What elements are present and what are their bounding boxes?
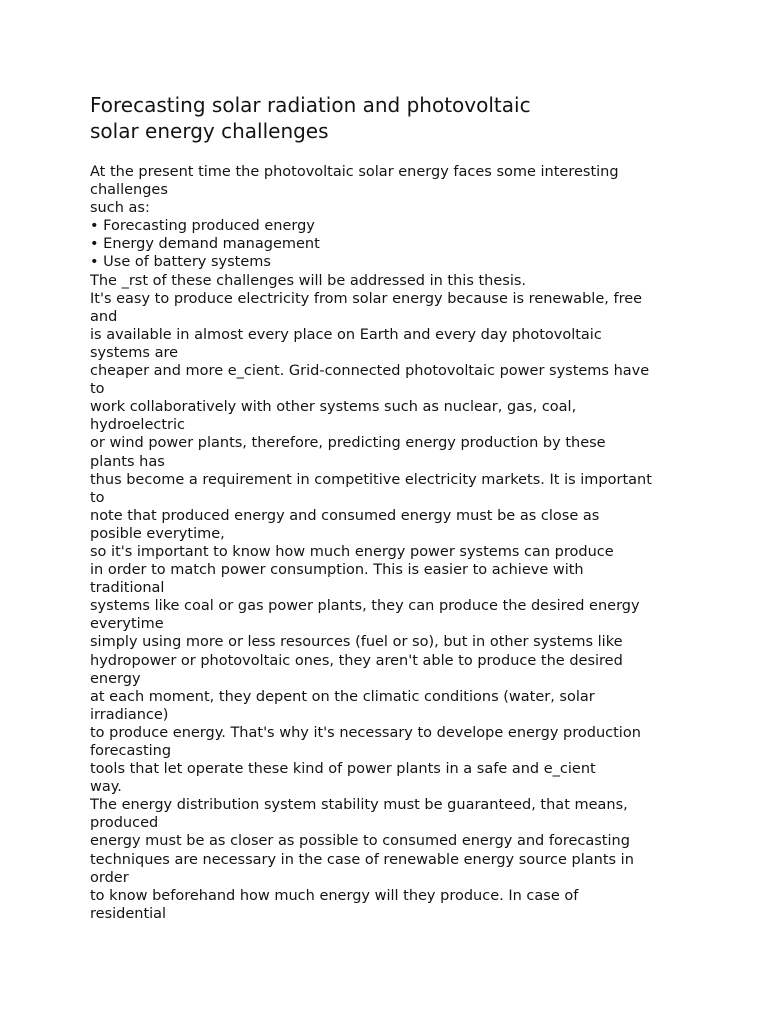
body-line: At the present time the photovoltaic solar energy faces some interesting xyxy=(90,164,619,180)
body-line: cheaper and more e_cient. Grid-connected photovoltaic power systems have xyxy=(90,363,650,380)
body-line: to xyxy=(90,381,105,398)
body-line: thus become a requirement in competitive electricity markets. It is important xyxy=(90,471,652,488)
document-page xyxy=(90,92,690,923)
body-line: hydropower or photovoltaic ones, they aren't able to produce the desired xyxy=(90,652,623,669)
body-line: systems are xyxy=(90,344,179,361)
body-line: challenges xyxy=(90,182,168,199)
body-line: so it's important to know how much energy power systems can produce xyxy=(90,543,614,560)
body-line: systems like coal or gas power plants, they can produce the desired energy xyxy=(90,598,640,615)
body-line: order xyxy=(90,869,129,886)
body-line: It's easy to produce electricity from solar energy because is renewable, free xyxy=(90,290,643,307)
body-line: to know beforehand how much energy will they produce. In case of xyxy=(90,887,579,904)
body-line: plants has xyxy=(90,453,165,470)
body-line: note that produced energy and consumed energy must be as close as xyxy=(90,507,600,524)
body-line: to produce energy. That's why it's necessary to develope energy production xyxy=(90,724,641,741)
body-line: produced xyxy=(90,815,159,832)
body-line: is available in almost every place on Earth and every day photovoltaic xyxy=(90,326,602,343)
body-line: way. xyxy=(90,779,122,796)
body-line: traditional xyxy=(90,580,165,597)
body-line: irradiance) xyxy=(90,706,169,723)
document-title xyxy=(90,92,690,144)
body-line: work collaboratively with other systems such as nuclear, gas, coal, xyxy=(90,399,577,416)
body-line: • Forecasting produced energy xyxy=(90,218,315,235)
document-body xyxy=(90,163,690,923)
body-line: The _rst of these challenges will be addressed in this thesis. xyxy=(90,272,527,289)
body-line: The energy distribution system stability must be guaranteed, that means, xyxy=(90,797,628,814)
body-line: and xyxy=(90,308,118,325)
body-line: such as: xyxy=(90,200,150,217)
body-line: simply using more or less resources (fuel or so), but in other systems like xyxy=(90,634,623,651)
body-line: hydroelectric xyxy=(90,417,185,434)
body-line: techniques are necessary in the case of renewable energy source plants in xyxy=(90,851,634,868)
title-line: solar energy challenges xyxy=(90,119,329,143)
body-line: posible everytime, xyxy=(90,525,225,542)
body-line: energy must be as closer as possible to consumed energy and forecasting xyxy=(90,833,630,850)
body-line: in order to match power consumption. This is easier to achieve with xyxy=(90,562,584,579)
body-line: energy xyxy=(90,670,141,687)
body-line: residential xyxy=(90,905,167,922)
body-line: or wind power plants, therefore, predicting energy production by these xyxy=(90,435,606,452)
body-line: forecasting xyxy=(90,743,172,759)
body-line: everytime xyxy=(90,616,164,633)
body-line: to xyxy=(90,489,105,506)
body-line: at each moment, they depent on the climatic conditions (water, solar xyxy=(90,688,595,705)
title-line: Forecasting solar radiation and photovoltaic xyxy=(90,93,531,117)
body-line: tools that let operate these kind of power plants in a safe and e_cient xyxy=(90,761,596,778)
body-line: • Use of battery systems xyxy=(90,254,271,271)
body-line: • Energy demand management xyxy=(90,236,320,253)
